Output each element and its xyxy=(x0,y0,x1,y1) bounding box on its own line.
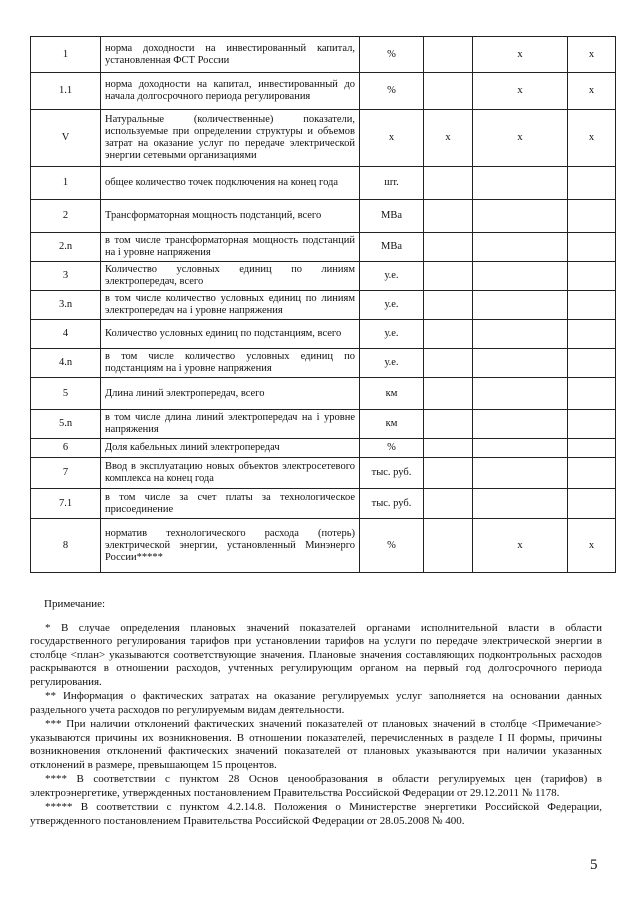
table-row xyxy=(31,167,616,200)
value-cell xyxy=(424,410,473,439)
value-cell xyxy=(473,458,568,489)
note-item: ***** В соответствии с пунктом 4.2.14.8. Положения о Министерстве энергетики Российской Федерации, утвержденного постановлением Правительства Российской Федерации от 28.05.2008 № 400. xyxy=(30,801,602,827)
value-cell xyxy=(424,291,473,320)
value-cell xyxy=(424,167,473,200)
unit-cell: % xyxy=(360,519,424,573)
table-row xyxy=(31,37,616,73)
value-cell xyxy=(424,320,473,349)
row-number: 5 xyxy=(31,378,101,410)
value-cell: x xyxy=(473,519,568,573)
value-cell xyxy=(568,439,616,458)
unit-cell: у.е. xyxy=(360,262,424,291)
unit-cell: МВа xyxy=(360,233,424,262)
row-number: 1 xyxy=(31,167,101,200)
value-cell: x xyxy=(568,37,616,73)
value-cell xyxy=(424,439,473,458)
note-item: ** Информация о фактических затратах на оказание регулируемых услуг заполняется на основании данных раздельного учета расходов по регулируемым видам деятельности. xyxy=(30,690,602,716)
value-cell: x xyxy=(568,110,616,167)
row-number: 1 xyxy=(31,37,101,73)
value-cell xyxy=(473,349,568,378)
value-cell: x xyxy=(424,110,473,167)
row-number: 2 xyxy=(31,200,101,233)
value-cell xyxy=(424,489,473,519)
unit-cell: шт. xyxy=(360,167,424,200)
value-cell xyxy=(424,378,473,410)
value-cell xyxy=(424,519,473,573)
value-cell xyxy=(473,200,568,233)
table-row xyxy=(31,320,616,349)
value-cell xyxy=(568,378,616,410)
note-item: * В случае определения плановых значений показателей органами исполнительной власти в области государственного регулирования тарифов при установлении тарифов на услуги по передаче электрической энергии в столбце <план> указываются соответствующие значения. Плановые значения составляющих подконтрольных расходов раскрываются в отношении расходов, учтенных регулирующим органом на первый год долгосрочного периода регулирования. xyxy=(30,621,602,688)
value-cell xyxy=(568,320,616,349)
value-cell: x xyxy=(473,110,568,167)
value-cell xyxy=(473,262,568,291)
table-row xyxy=(31,200,616,233)
value-cell: x xyxy=(473,73,568,110)
indicator-name: Количество условных единиц по подстанциям, всего xyxy=(101,320,360,349)
indicator-name: в том числе количество условных единиц по подстанциям на i уровне напряжения xyxy=(101,349,360,378)
value-cell xyxy=(568,291,616,320)
table-row xyxy=(31,110,616,167)
row-number: V xyxy=(31,110,101,167)
indicator-name: норма доходности на капитал, инвестированный до начала долгосрочного периода регулирования xyxy=(101,73,360,110)
value-cell xyxy=(473,167,568,200)
indicator-name: Доля кабельных линий электропередач xyxy=(101,439,360,458)
row-number: 3.n xyxy=(31,291,101,320)
value-cell xyxy=(473,378,568,410)
note-item: *** При наличии отклонений фактических значений показателей от плановых значений в столбце <Примечание> указываются причины их возникновения. В отношении показателей, перечисленных в разделе I II формы, причины возникновения отклонений фактических значений показателей от плановых указываются при наличии указанных отклонений в размере, превышающем 15 процентов. xyxy=(30,718,602,771)
unit-cell: МВа xyxy=(360,200,424,233)
table-row xyxy=(31,349,616,378)
value-cell xyxy=(424,37,473,73)
unit-cell: км xyxy=(360,410,424,439)
indicator-name: Ввод в эксплуатацию новых объектов электросетевого комплекса на конец года xyxy=(101,458,360,489)
unit-cell: % xyxy=(360,73,424,110)
row-number: 2.n xyxy=(31,233,101,262)
value-cell xyxy=(568,233,616,262)
table-row xyxy=(31,439,616,458)
indicator-name: в том числе количество условных единиц по линиям электропередач на i уровне напряжения xyxy=(101,291,360,320)
table-row xyxy=(31,489,616,519)
row-number: 7 xyxy=(31,458,101,489)
value-cell xyxy=(568,489,616,519)
value-cell xyxy=(424,262,473,291)
value-cell xyxy=(568,458,616,489)
page-number: 5 xyxy=(590,857,598,873)
indicator-name: Натуральные (количественные) показатели, используемые при определении структуры и объемов затрат на оказание услуг по передаче электрической энергии сетевыми организациями xyxy=(101,110,360,167)
row-number: 8 xyxy=(31,519,101,573)
value-cell: x xyxy=(568,73,616,110)
value-cell xyxy=(424,233,473,262)
table-row xyxy=(31,458,616,489)
value-cell xyxy=(568,167,616,200)
unit-cell: у.е. xyxy=(360,349,424,378)
table-row xyxy=(31,291,616,320)
notes-title: Примечание: xyxy=(44,598,106,610)
indicator-name: Трансформаторная мощность подстанций, всего xyxy=(101,200,360,233)
row-number: 7.1 xyxy=(31,489,101,519)
indicator-name: Количество условных единиц по линиям электропередач, всего xyxy=(101,262,360,291)
value-cell xyxy=(424,349,473,378)
row-number: 3 xyxy=(31,262,101,291)
table-row xyxy=(31,73,616,110)
row-number: 4 xyxy=(31,320,101,349)
table-row xyxy=(31,519,616,573)
unit-cell: у.е. xyxy=(360,291,424,320)
value-cell xyxy=(568,410,616,439)
indicator-name: в том числе трансформаторная мощность подстанций на i уровне напряжения xyxy=(101,233,360,262)
value-cell xyxy=(473,489,568,519)
indicator-name: норматив технологического расхода (потерь) электрической энергии, установленный Минэнерго России***** xyxy=(101,519,360,573)
value-cell xyxy=(568,200,616,233)
unit-cell: x xyxy=(360,110,424,167)
row-number: 4.n xyxy=(31,349,101,378)
value-cell xyxy=(473,320,568,349)
notes-section xyxy=(30,598,602,829)
value-cell xyxy=(424,200,473,233)
indicator-name: норма доходности на инвестированный капитал, установленная ФСТ России xyxy=(101,37,360,73)
row-number: 5.n xyxy=(31,410,101,439)
value-cell xyxy=(473,233,568,262)
unit-cell: км xyxy=(360,378,424,410)
table-row xyxy=(31,233,616,262)
indicator-name: Длина линий электропередач, всего xyxy=(101,378,360,410)
value-cell xyxy=(473,439,568,458)
table-row xyxy=(31,410,616,439)
unit-cell: тыс. руб. xyxy=(360,458,424,489)
unit-cell: тыс. руб. xyxy=(360,489,424,519)
value-cell: x xyxy=(568,519,616,573)
value-cell xyxy=(424,73,473,110)
indicator-name: в том числе за счет платы за технологическое присоединение xyxy=(101,489,360,519)
value-cell: x xyxy=(473,37,568,73)
row-number: 1.1 xyxy=(31,73,101,110)
row-number: 6 xyxy=(31,439,101,458)
value-cell xyxy=(568,262,616,291)
unit-cell: % xyxy=(360,37,424,73)
value-cell xyxy=(473,291,568,320)
unit-cell: % xyxy=(360,439,424,458)
note-item: **** В соответствии с пунктом 28 Основ ценообразования в области регулируемых цен (тарифов) в электроэнергетике, утвержденных постановлением Правительства Российской Федерации от 29.12.2011 № 1178. xyxy=(30,773,602,799)
indicators-table xyxy=(30,36,616,573)
value-cell xyxy=(424,458,473,489)
indicator-name: общее количество точек подключения на конец года xyxy=(101,167,360,200)
table-row xyxy=(31,262,616,291)
value-cell xyxy=(473,410,568,439)
unit-cell: у.е. xyxy=(360,320,424,349)
value-cell xyxy=(568,349,616,378)
table-row xyxy=(31,378,616,410)
indicator-name: в том числе длина линий электропередач на i уровне напряжения xyxy=(101,410,360,439)
